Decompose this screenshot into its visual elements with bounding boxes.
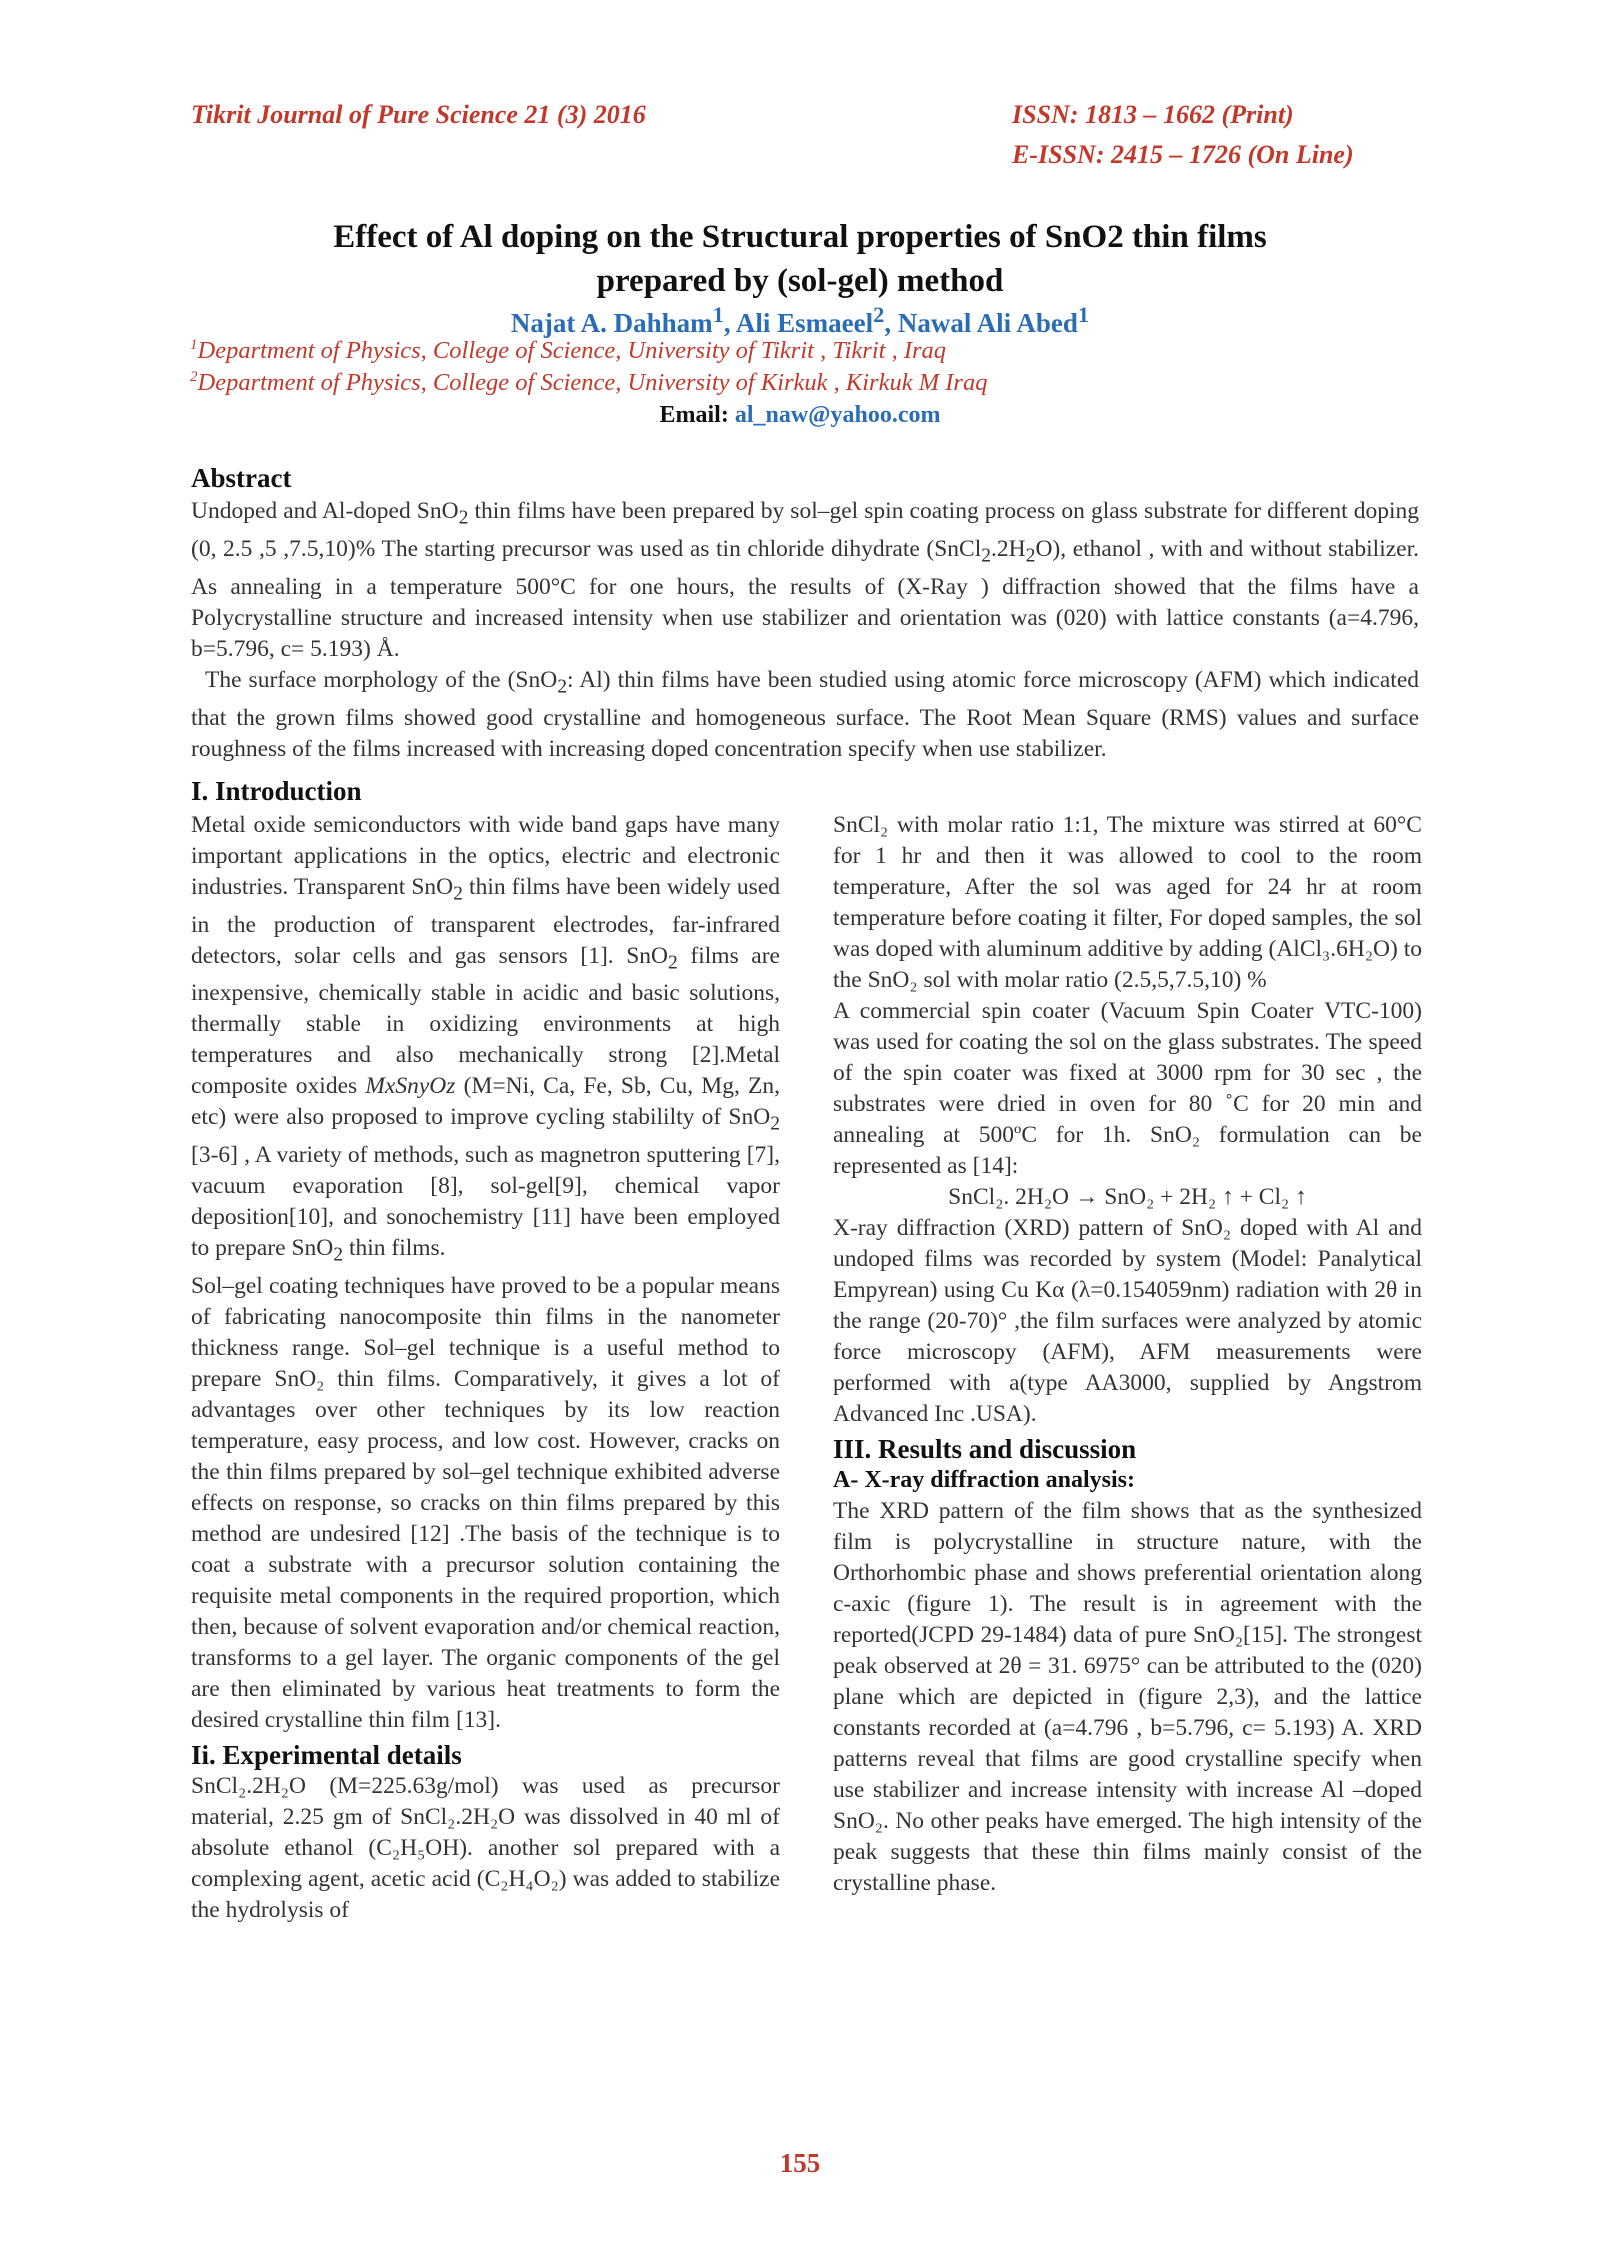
author-affiliation-mark: 2 <box>873 302 885 327</box>
affiliation-mark: 1 <box>190 337 198 353</box>
introduction-heading: I. Introduction <box>191 776 362 806</box>
text-run: O), ethanol , with and without stabilizer. As annealing in a temperature 500°C for one hours, the results of (X-Ray ) diffraction showed that the films have a Polycrystalline structure and increased intensity when use stabilizer and orientation was (020) with lattice constants (a=4.796, b=5.796, c= 5.193) Å. <box>191 535 1419 663</box>
subscript: 2 <box>770 1114 780 1136</box>
results-paragraph-1: The XRD pattern of the film shows that as the synthesized film is polycrystalline in structure nature, with the Orthorhombic phase and shows preferential orientation along c-axic (figure 1). The result is in agreement with the reported(JCPD 29-1484) data of pure SnO₂[15]. The strongest peak observed at 2θ = 31. 6975° can be attributed to the (020) plane which are depicted in (figure 2,3), and the lattice constants recorded at (a=4.796 , b=5.796, c= 5.193) A. XRD patterns reveal that films are good crystalline specify when use stabilizer and increase intensity with increase Al –doped SnO₂. No other peaks have emerged. The high intensity of the peak suggests that these thin films mainly consist of the crystalline phase. <box>833 1498 1422 1896</box>
issn-print: ISSN: 1813 – 1662 (Print) <box>1012 100 1294 129</box>
author-name: Ali Esmaeel <box>735 308 874 338</box>
affiliation-2 <box>190 369 987 397</box>
text-run: films are inexpensive, chemically stable in acidic and basic solutions, thermally stable in oxidizing environments at high temperatures and also mechanically strong [2].Metal composite oxides <box>191 942 780 1100</box>
text-run: Undoped and Al-doped SnO <box>191 498 459 524</box>
abstract-body <box>191 496 1419 766</box>
text-run: thin films have been widely used in the production of transparent electrodes, far-infrared detectors, solar cells and gas sensors [1]. SnO <box>191 874 781 969</box>
affiliation-text: Department of Physics, College of Science, University of Kirkuk , Kirkuk M Iraq <box>197 369 988 397</box>
text-run: thin films. <box>343 1235 446 1262</box>
text-run: : Al) thin films have been studied using atomic force microscopy (AFM) which indicated that the grown films showed good crystalline and homogeneous surface. The Root Mean Square (RMS) values and surface roughness of the films increased with increasing doped concentration specify when use stabilizer. <box>191 667 1420 763</box>
results-heading: III. Results and discussion <box>833 1434 1137 1464</box>
left-column <box>191 810 780 1926</box>
text-run: .2H <box>991 535 1026 562</box>
text-run: thin films have been prepared by sol–gel spin coating process on glass substrate for different doping (0, 2.5 ,5 ,7.5,10)% The starting precursor was used as tin chloride dihydrate (SnCl <box>191 498 1419 562</box>
author-list: Najat A. Dahham$^1$, Ali Esmaeel$^2$, Nawal Ali Abed$^1$ <box>510 302 1090 338</box>
experimental-paragraph-1-continued: SnCl₂ with molar ratio 1:1, The mixture was stirred at 60°C for 1 hr and then it was allowed to cool to the room temperature, After the sol was aged for 24 hr at room temperature before coating it filter, For doped samples, the sol was doped with aluminum additive by adding (AlCl₃.6H₂O) to the SnO₂ sol with molar ratio (2.5,5,7.5,10) % <box>833 812 1422 993</box>
paper-title-line-2: prepared by (sol-gel) method <box>596 263 1004 299</box>
experimental-paragraph-1: SnCl₂.2H₂O (M=225.63g/mol) was used as precursor material, 2.25 gm of SnCl₂.2H₂O was dissolved in 40 ml of absolute ethanol (C₂H₅OH). another sol prepared with a complexing agent, acetic acid (C₂H₄O₂) was added to stabilize the hydrolysis of <box>191 1772 780 1923</box>
abstract-heading: Abstract <box>191 463 292 493</box>
subscript: 2 <box>981 545 992 567</box>
xrd-subheading: A- X-ray diffraction analysis: <box>833 1467 1135 1493</box>
reaction-equation: SnCl₂. 2H₂O → SnO₂ + 2H₂ ↑ + Cl₂ ↑ <box>948 1184 1307 1210</box>
experimental-heading: Ii. Experimental details <box>191 1739 462 1770</box>
issn-online: E-ISSN: 2415 – 1726 (On Line) <box>1012 140 1354 169</box>
page-number: 155 <box>779 2148 821 2178</box>
text-run: Metal oxide semiconductors with wide band gaps have many important applications in the optics, electric and electronic industries. Transparent SnO <box>191 812 780 900</box>
affiliation-mark: 2 <box>190 369 198 385</box>
formula: MxSnyOz <box>365 1073 456 1100</box>
experimental-paragraph-3: X-ray diffraction (XRD) pattern of SnO₂ doped with Al and undoped films was recorded by system (Model: Panalytical Empyrean) using Cu Kα (λ=0.154059nm) radiation with 2θ in the range (20-70)° ,the film surfaces were analyzed by atomic force microscopy (AFM), AFM measurements were performed with a(type AA3000, supplied by Angstrom Advanced Inc .USA). <box>833 1215 1422 1427</box>
subscript: 2 <box>668 952 678 974</box>
author-affiliation-mark: 1 <box>712 302 724 327</box>
text-run: The surface morphology of the (SnO <box>191 667 558 694</box>
email-line <box>150 402 1450 429</box>
subscript: 2 <box>453 883 463 905</box>
subscript: 2 <box>333 1244 344 1266</box>
abstract-paragraph-1 <box>191 496 1419 665</box>
author-name: Nawal Ali Abed <box>897 308 1078 338</box>
author-name: Najat A. Dahham <box>510 308 713 338</box>
affiliation-1 <box>190 337 946 365</box>
right-column <box>833 810 1422 1899</box>
journal-header: Tikrit Journal of Pure Science 21 (3) 2016 <box>191 100 646 129</box>
email-address: al_naw@yahoo.com <box>734 402 941 428</box>
subscript: 2 <box>458 507 469 529</box>
intro-paragraph-2: Sol–gel coating techniques have proved to be a popular means of fabricating nanocomposite thin films in the nanometer thickness range. Sol–gel technique is a useful method to prepare SnO₂ thin films. Comparatively, it gives a lot of advantages over other techniques by its low reaction temperature, easy process, and low cost. However, cracks on the thin films prepared by sol–gel technique exhibited adverse effects on response, so cracks on thin films prepared by this method are undesired [12] .The basis of the technique is to coat a substrate with a precursor solution containing the requisite metal components in the required proportion, which then, because of solvent evaporation and/or chemical reaction, transforms to a gel layer. The organic components of the gel are then eliminated by various heat treatments to form the desired crystalline thin film [13]. <box>191 1272 780 1733</box>
paper-title-line-1: Effect of Al doping on the Structural properties of SnO2 thin films <box>333 219 1267 255</box>
author-affiliation-mark: 1 <box>1077 302 1090 327</box>
text-run: (M=Ni, Ca, Fe, Sb, Cu, Mg, Zn, etc) were also proposed to improve cycling stabililty of SnO <box>191 1073 781 1131</box>
text-run: [3-6] , A variety of methods, such as magnetron sputtering [7], vacuum evaporation [8], sol-gel[9], chemical vapor deposition[10], and sonochemistry [11] have been employed to prepare SnO <box>191 1142 780 1262</box>
intro-paragraph-1 <box>191 810 780 1271</box>
email-label: Email: <box>659 402 729 428</box>
abstract-paragraph-2 <box>191 665 1419 765</box>
subscript: 2 <box>557 677 567 699</box>
subscript: 2 <box>1025 545 1036 567</box>
affiliation-text: Department of Physics, College of Science, University of Tikrit , Tikrit , Iraq <box>197 337 947 365</box>
experimental-paragraph-2: A commercial spin coater (Vacuum Spin Coater VTC-100) was used for coating the sol on the glass substrates. The speed of the spin coater was fixed at 3000 rpm for 30 sec , the substrates were dried in oven for 80 ˚C for 20 min and annealing at 500ºC for 1h. SnO₂ formulation can be represented as [14]: <box>833 998 1422 1179</box>
